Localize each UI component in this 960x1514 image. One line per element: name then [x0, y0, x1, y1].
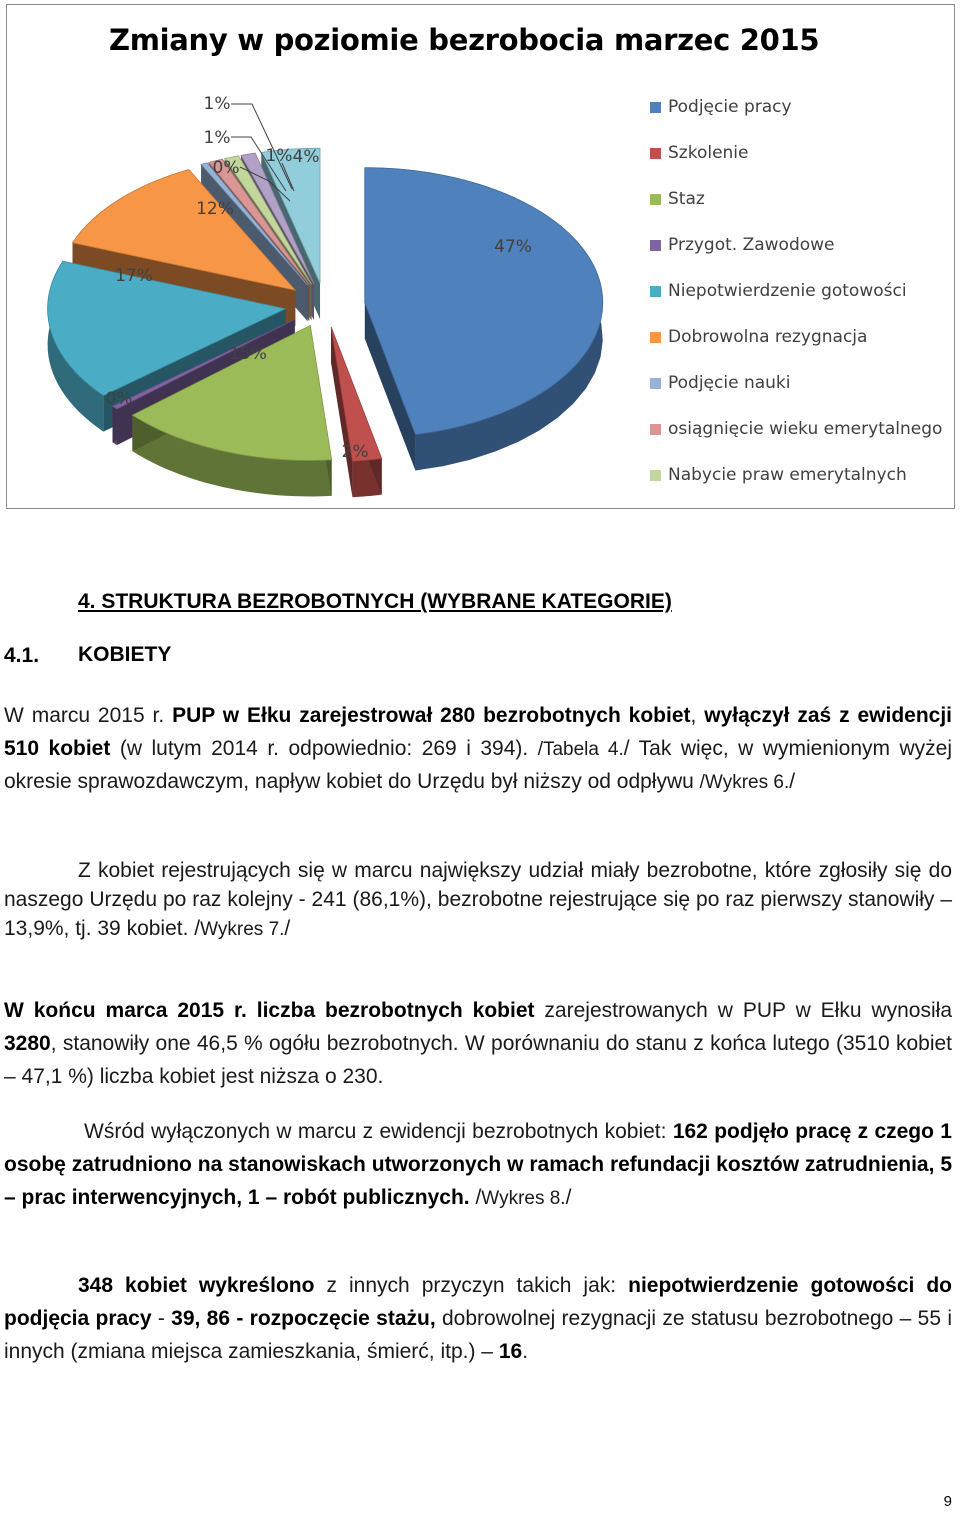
legend-swatch	[650, 332, 661, 343]
pie-slice-label: 17%	[115, 266, 153, 286]
legend-swatch	[650, 240, 661, 251]
legend-item	[650, 189, 942, 235]
legend-swatch	[650, 424, 661, 435]
paragraph-removals: 348 kobiet wykreślono z innych przyczyn takich jak: niepotwierdzenie gotowości do podjęcia pracy - 39, 86 - rozpoczęcie stażu, dobrowolnej rezygnacji ze statusu bezrobotnego – 55 i innych (zmiana miejsca zamieszkania, śmierć, itp.) – 16.	[4, 1274, 952, 1363]
legend-label: Przygot. Zawodowe	[668, 235, 835, 255]
page-number: 9	[943, 1493, 952, 1510]
pie-slice-label: 0%	[212, 158, 240, 178]
pie-chart	[6, 4, 955, 509]
legend-label: osiągnięcie wieku emerytalnego	[668, 419, 943, 439]
legend-label: Nabycie praw emerytalnych	[668, 465, 907, 485]
pie-slice-label: 2%	[341, 442, 369, 462]
legend-item	[650, 281, 942, 327]
pie-slice-label: 15%	[229, 344, 267, 364]
legend-item	[650, 143, 942, 189]
paragraph-end-of-month: W końcu marca 2015 r. liczba bezrobotnych kobiet zarejestrowanych w PUP w Ełku wynosiła 3280, stanowiły one 46,5 % ogółu bezrobotnych. W porównaniu do stanu z końca lutego (3510 kobiet – 47,1 %) liczba kobiet jest niższa o 230.	[4, 999, 952, 1088]
legend-label: Podjęcie nauki	[668, 373, 791, 393]
chart-title: Zmiany w poziomie bezrobocia marzec 2015	[109, 23, 820, 57]
paragraph-registrations: W marcu 2015 r. PUP w Ełku zarejestrował 280 bezrobotnych kobiet, wyłączył zaś z ewidencji 510 kobiet (w lutym 2014 r. odpowiednio: 269 i 394). /Tabela 4./ Tak więc, w wymienionym wyżej okresie sprawozdawczym, napływ kobiet do Urzędu był niższy od odpływu /Wykres 6./	[4, 704, 952, 793]
legend-swatch	[650, 378, 661, 389]
paragraph-registration-structure: Z kobiet rejestrujących się w marcu największy udział miały bezrobotne, które zgłosiły się do naszego Urzędu po raz kolejny - 241 (86,1%), bezrobotne rejestrujące się po raz pierwszy stanowiły – 13,9%, tj. 39 kobiet. /Wykres 7./	[4, 859, 952, 940]
pie-slice-label: 0%	[105, 389, 133, 409]
legend-item	[650, 419, 942, 465]
pie-slice-label: 1%	[203, 94, 231, 114]
pie-slice-label: 12%	[196, 199, 234, 219]
pie-chart-plot	[7, 5, 647, 505]
pie-slice-label: 1%	[265, 146, 293, 166]
legend-swatch	[650, 194, 661, 205]
legend-swatch	[650, 286, 661, 297]
legend-label: Podjęcie pracy	[668, 97, 792, 117]
legend-label: Szkolenie	[668, 143, 749, 163]
legend-swatch	[650, 102, 661, 113]
paragraph-employment: Wśród wyłączonych w marcu z ewidencji bezrobotnych kobiet: 162 podjęło pracę z czego 1 osobę zatrudniono na stanowiskach utworzonych w ramach refundacji kosztów zatrudnienia, 5 – prac interwencyjnych, 1 – robót publicznych. /Wykres 8./	[4, 1120, 952, 1209]
pie-slice-label: 47%	[494, 237, 532, 257]
section-heading: 4. STRUKTURA BEZROBOTNYCH (WYBRANE KATEGORIE)	[78, 590, 672, 613]
legend-item	[650, 373, 942, 419]
legend-item	[650, 235, 942, 281]
legend-item	[650, 465, 942, 511]
pie-slice-label: 4%	[292, 147, 320, 167]
legend-label: Staz	[668, 189, 705, 209]
legend-swatch	[650, 470, 661, 481]
subsection-number: 4.1.	[4, 644, 40, 667]
legend-item	[650, 97, 942, 143]
pie-slice-label: 1%	[203, 128, 231, 148]
legend-label: Niepotwierdzenie gotowości	[668, 281, 907, 301]
legend-label: Dobrowolna rezygnacja	[668, 327, 868, 347]
chart-legend	[650, 97, 942, 511]
subsection-title: KOBIETY	[78, 643, 172, 666]
legend-swatch	[650, 148, 661, 159]
legend-item	[650, 327, 942, 373]
